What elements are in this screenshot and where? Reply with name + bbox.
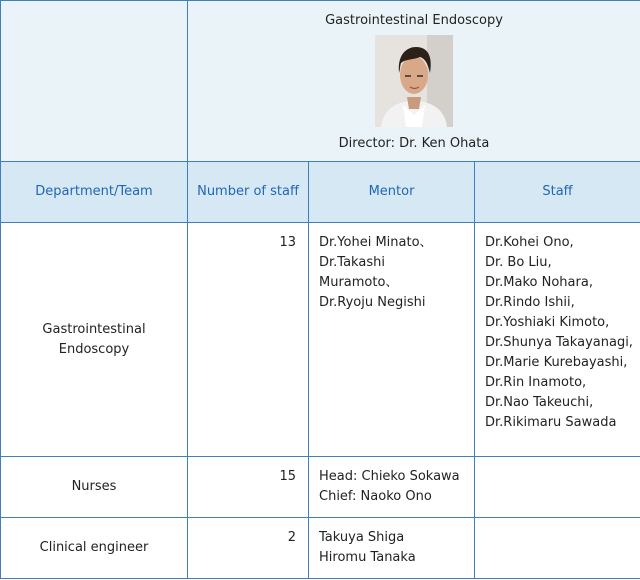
staff-cell: [475, 518, 640, 579]
staff-count-cell: 15: [188, 457, 309, 518]
director-name: Director: Dr. Ken Ohata: [338, 136, 490, 151]
staff-name: Dr.Nao Takeuchi,: [485, 395, 594, 410]
staff-cell: [475, 223, 640, 457]
header-staff: Staff: [475, 162, 640, 223]
banner-empty-cell: [1, 1, 188, 162]
mentor-name: Chief: Naoko Ono: [319, 489, 432, 504]
staff-name: Dr.Rindo Ishii,: [485, 295, 575, 310]
portrait-icon: [375, 35, 453, 127]
table-row-endoscopy: [1, 223, 640, 457]
mentor-cell: [309, 457, 475, 518]
department-title: Gastrointestinal Endoscopy: [325, 13, 503, 28]
department-cell: Clinical engineer: [1, 518, 188, 579]
mentor-name: Takuya Shiga: [319, 530, 405, 545]
staff-cell: [475, 457, 640, 518]
mentor-name: Dr.Takashi Muramoto、: [319, 255, 399, 290]
mentor-cell: [309, 518, 475, 579]
staff-name: Dr.Kohei Ono,: [485, 235, 574, 250]
staff-name: Dr.Rin Inamoto,: [485, 375, 587, 390]
header-mentor: Mentor: [309, 162, 475, 223]
staff-name: Dr.Rikimaru Sawada: [485, 415, 617, 430]
staff-name: Dr. Bo Liu,: [485, 255, 552, 270]
mentor-name: Dr.Yohei Minato、: [319, 235, 433, 250]
banner-cell: [188, 1, 640, 162]
mentor-cell: [309, 223, 475, 457]
mentor-name: Head: Chieko Sokawa: [319, 469, 460, 484]
header-department: Department/Team: [1, 162, 188, 223]
mentor-name: Hiromu Tanaka: [319, 550, 416, 565]
staff-name: Dr.Shunya Takayanagi,: [485, 335, 633, 350]
department-cell: Nurses: [1, 457, 188, 518]
table-row-clinical-engineer: [1, 518, 640, 579]
mentor-name: Dr.Ryoju Negishi: [319, 295, 426, 310]
banner-row: [1, 1, 640, 162]
staff-name: Dr.Marie Kurebayashi,: [485, 355, 628, 370]
director-photo: [375, 35, 453, 127]
staff-name: Dr.Yoshiaki Kimoto,: [485, 315, 610, 330]
staff-name: Dr.Mako Nohara,: [485, 275, 593, 290]
header-row: [1, 162, 640, 223]
department-cell: Gastrointestinal Endoscopy: [1, 223, 188, 457]
header-number-of-staff: Number of staff: [188, 162, 309, 223]
staff-count-cell: 13: [188, 223, 309, 457]
staff-count-cell: 2: [188, 518, 309, 579]
table-row-nurses: [1, 457, 640, 518]
